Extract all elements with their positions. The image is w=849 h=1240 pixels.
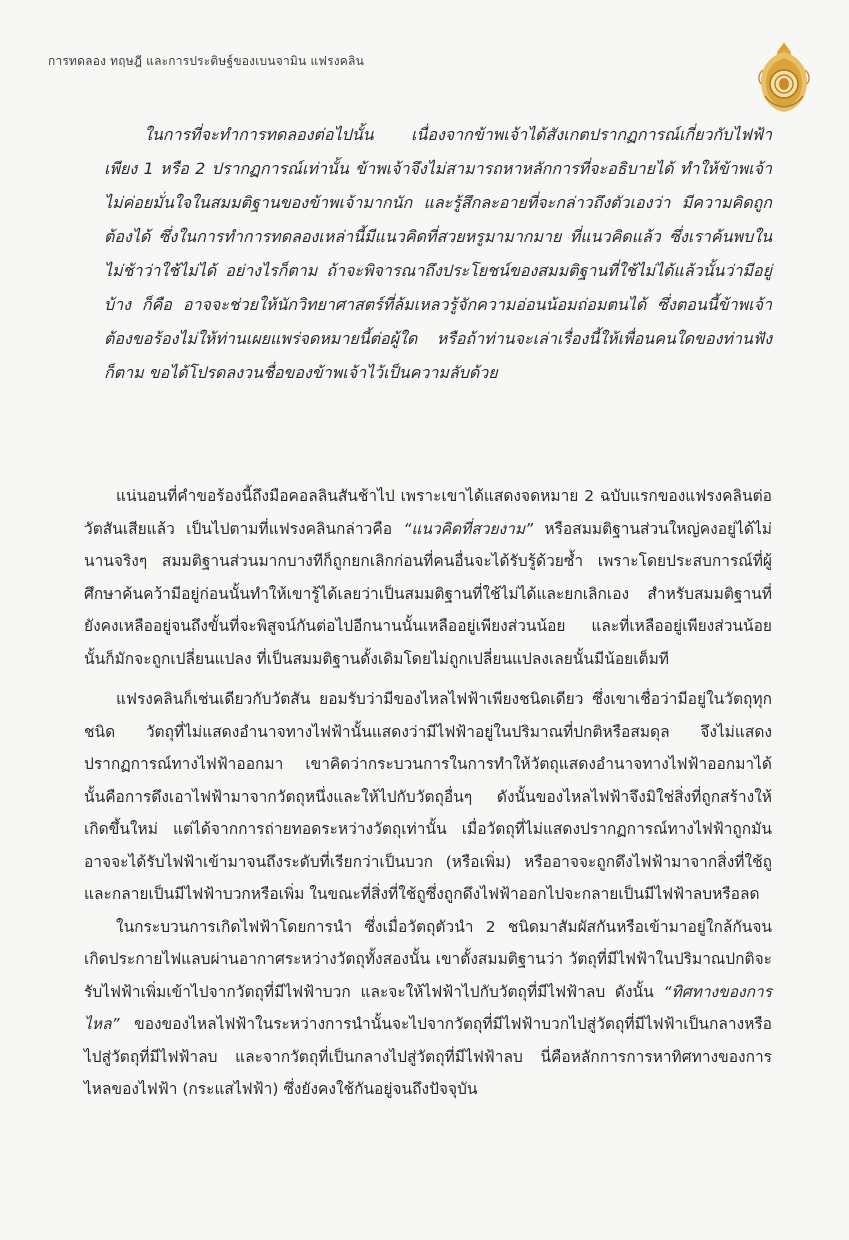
- quote-paragraph: ในการที่จะทำการทดลองต่อไปนั้น เนื่องจากข้าพเจ้าได้สังเกตปรากฏการณ์เกี่ยวกับไฟฟ้าเพียง 1 หรือ 2 ปรากฏการณ์เท่านั้น ข้าพเจ้าจึงไม่สามารถหาหลักการที่จะอธิบายได้ ทำให้ข้าพเจ้าไม่ค่อยมั่นใจในสมมติฐานของข้าพเจ้ามากนัก และรู้สึกละอายที่จะกล่าวถึงตัวเองว่า มีความคิดถูกต้องได้ ซึ่งในการทำการทดลองเหล่านี้มีแนวคิดที่สวยหรูมามากมาย ที่แนวคิดแล้ว ซึ่งเราค้นพบในไม่ช้าว่าใช้ไม่ได้ อย่างไรก็ตาม ถ้าจะพิจารณาถึงประโยชน์ของสมมติฐานที่ใช้ไม่ได้แล้วนั้นว่ามีอยู่บ้าง ก็คือ อาจจะช่วยให้นักวิทยาศาสตร์ที่ล้มเหลวรู้จักความอ่อนน้อมถ่อมตนได้ ซึ่งตอนนี้ข้าพเจ้าต้องขอร้องไม่ให้ท่านเผยแพร่จดหมายนี้ต่อผู้ใด หรือถ้าท่านจะเล่าเรื่องนี้ให้เพื่อนคนใดของท่านฟังก็ตาม ขอได้โปรดลงวนชื่อของข้าพเจ้าไว้เป็นความลับด้วย: [104, 125, 772, 382]
- paragraph-2: แฟรงคลินก็เช่นเดียวกับวัตสัน ยอมรับว่ามีของไหลไฟฟ้าเพียงชนิดเดียว ซึ่งเขาเชื่อว่ามีอยู่ในวัตถุทุกชนิด วัตถุที่ไม่แสดงอำนาจทางไฟฟ้านั้นแสดงว่ามีไฟฟ้าอยู่ในปริมาณที่ปกติหรือสมดุล จึงไม่แสดงปรากฏการณ์ทางไฟฟ้าออกมา เขาคิดว่ากระบวนการในการทำให้วัตถุแสดงอำนาจทางไฟฟ้าออกมาได้นั้นคือการดึงเอาไฟฟ้ามาจากวัตถุหนึ่งและให้ไปกับวัตถุอื่นๆ ดังนั้นของไหลไฟฟ้าจึงมิใช่สิ่งที่ถูกสร้างให้เกิดขึ้นใหม่ แต่ได้จากการถ่ายทอดระหว่างวัตถุเท่านั้น เมื่อวัตถุที่ไม่แสดงปรากฏการณ์ทางไฟฟ้าถูกมันอาจจะได้รับไฟฟ้าเข้ามาจนถึงระดับที่เรียกว่าเป็นบวก (หรือเพิ่ม) หรืออาจจะถูกดึงไฟฟ้ามาจากสิ่งที่ใช้ถูและกลายเป็นมีไฟฟ้าบวกหรือเพิ่ม ในขณะที่สิ่งที่ใช้ถูซึ่งถูกดึงไฟฟ้าออกไปจะกลายเป็นมีไฟฟ้าลบหรือลด: [84, 690, 772, 903]
- body-text: [84, 480, 772, 1106]
- royal-emblem-icon: [755, 40, 813, 114]
- paragraph-3: [84, 911, 772, 1106]
- paragraph-3-part-b: ของของไหลไฟฟ้าในระหว่างการนำนั้นจะไปจากวัตถุที่มีไฟฟ้าบวกไปสู่วัตถุที่มีไฟฟ้าเป็นกลางหรือไปสู่วัตถุที่มีไฟฟ้าลบ และจากวัตถุที่เป็นกลางไปสู่วัตถุที่มีไฟฟ้าลบ นี่คือหลักการการหาทิศทางของการไหลของไฟฟ้า (กระแสไฟฟ้า) ซึ่งยังคงใช้กันอยู่จนถึงปัจจุบัน: [84, 1015, 772, 1098]
- paragraph-1-part-a: แน่นอนที่คำขอร้องนี้ถึงมือคอลลินสันช้าไป เพราะเขาได้แสดงจดหมาย 2 ฉบับแรกของแฟรงคลินต่อวัตสันเสียแล้ว เป็นไปตามที่แฟรงคลินกล่าวคือ: [84, 487, 772, 538]
- paragraph-1: [84, 480, 772, 675]
- paragraph-3-emphasis: “ทิศทางของการไหล”: [84, 982, 772, 1033]
- paragraph-3-part-a: ในกระบวนการเกิดไฟฟ้าโดยการนำ ซึ่งเมื่อวัตถุตัวนำ 2 ชนิดมาสัมผัสกันหรือเข้ามาอยู่ใกล้กันจนเกิดประกายไฟแลบผ่านอากาศระหว่างวัตถุทั้งสองนั้น เขาตั้งสมมติฐานว่า วัตถุที่มีไฟฟ้าในปริมาณปกติจะรับไฟฟ้าเพิ่มเข้าไปจากวัตถุที่มีไฟฟ้าบวก และจะให้ไฟฟ้าไปกับวัตถุที่มีไฟฟ้าลบ ดังนั้น: [84, 917, 772, 1001]
- paragraph-1-part-b: หรือสมมติฐานส่วนใหญ่คงอยู่ได้ไม่นานจริงๆ สมมติฐานส่วนมากบางทีก็ถูกยกเลิกก่อนที่คนอื่นจะได้รับรู้ด้วยซ้ำ เพราะโดยประสบการณ์ที่ผู้ศึกษาค้นคว้ามีอยู่ก่อนนั้นทำให้เขารู้ได้เลยว่าเป็นสมมติฐานที่ใช้ไม่ได้และยกเลิกเอง สำหรับสมมติฐานที่ยังคงเหลืออยู่จนถึงขั้นที่จะพิสูจน์กันต่อไปอีกนานนั้นเหลืออยู่เพียงส่วนน้อย และที่เหลืออยู่เพียงส่วนน้อยนั้นก็มักจะถูกเปลี่ยนแปลง ที่เป็นสมมติฐานดั้งเดิมโดยไม่ถูกเปลี่ยนแปลงเลยนั้นมีน้อยเต็มที: [84, 519, 772, 668]
- paragraph-1-emphasis: “แนวคิดที่สวยงาม”: [403, 519, 534, 538]
- quote-block: [104, 118, 772, 390]
- running-header: การทดลอง ทฤษฎี และการประดิษฐ์ของเบนจามิน แฟรงคลิน: [48, 54, 364, 68]
